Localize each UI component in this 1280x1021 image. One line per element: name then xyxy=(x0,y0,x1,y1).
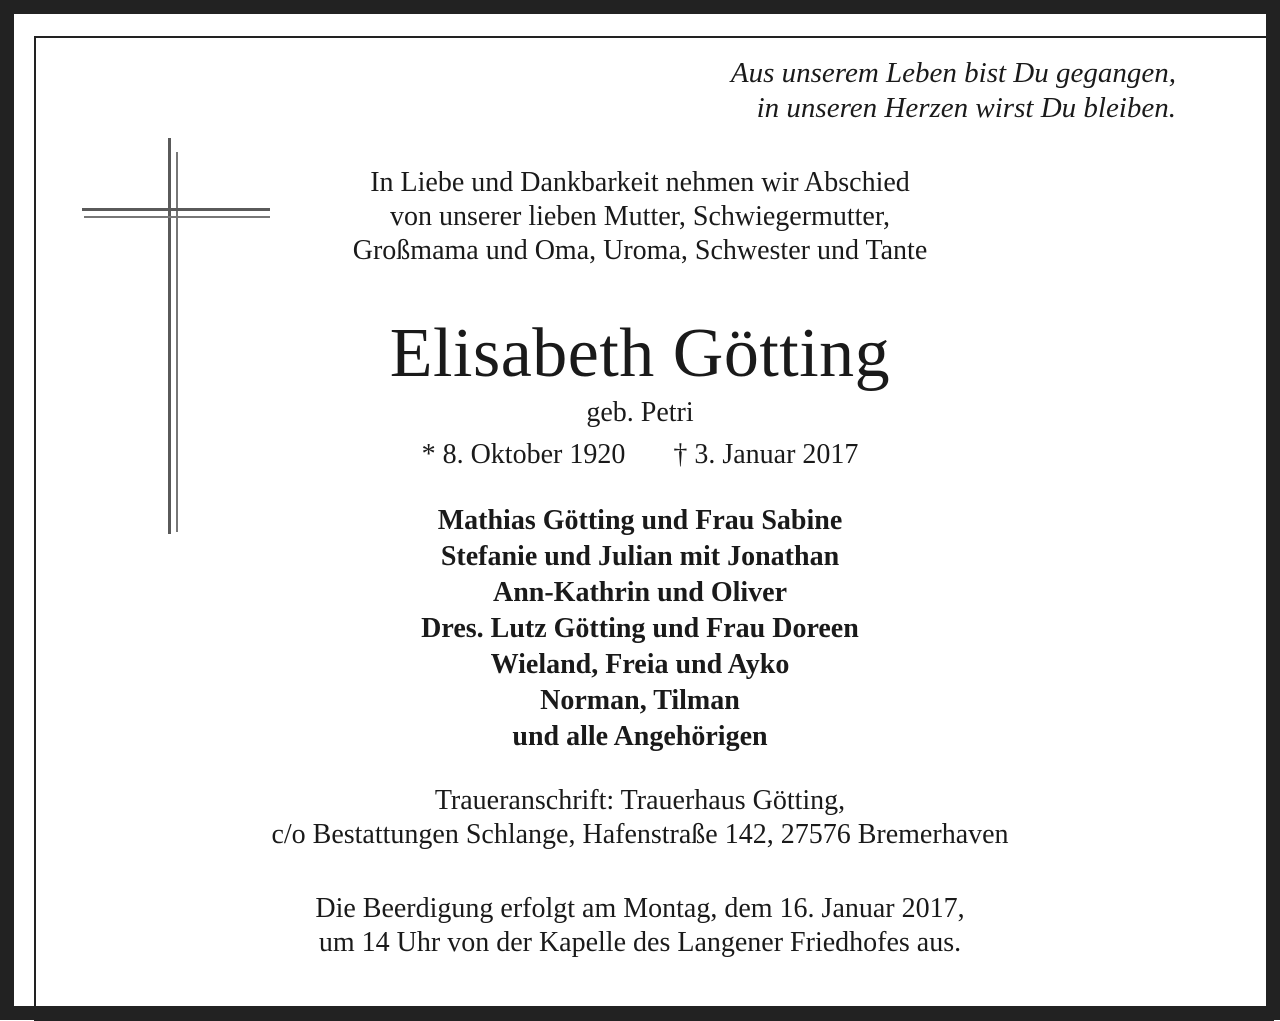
mourner-line: Wieland, Freia und Ayko xyxy=(490,649,790,680)
address-line: c/o Bestattungen Schlange, Hafenstraße 142, 27576 Bremerhaven xyxy=(271,819,1009,850)
motto-verse xyxy=(731,56,1176,126)
mourner-line: und alle Angehörigen xyxy=(512,721,768,752)
mourner-line: Ann-Kathrin und Oliver xyxy=(492,577,788,608)
motto-line: in unseren Herzen wirst Du bleiben. xyxy=(756,92,1176,124)
funeral-line: Die Beerdigung erfolgt am Montag, dem 16. Januar 2017, xyxy=(315,893,965,924)
funeral-notice xyxy=(0,892,1280,960)
intro-line: In Liebe und Dankbarkeit nehmen wir Abschied xyxy=(370,167,910,198)
maiden-name: geb. Petri xyxy=(586,397,694,428)
intro-line: von unserer lieben Mutter, Schwiegermutter, xyxy=(389,201,891,232)
life-dates xyxy=(0,438,1280,472)
motto-line: Aus unserem Leben bist Du gegangen, xyxy=(730,57,1176,89)
intro-text xyxy=(0,166,1280,268)
mourner-line: Mathias Götting und Frau Sabine xyxy=(437,505,843,536)
address-line: Traueranschrift: Trauerhaus Götting, xyxy=(434,785,846,816)
funeral-line: um 14 Uhr von der Kapelle des Langener Friedhofes aus. xyxy=(318,927,962,958)
mourner-line: Stefanie und Julian mit Jonathan xyxy=(440,541,840,572)
mourner-line: Dres. Lutz Götting und Frau Doreen xyxy=(421,613,859,644)
death-date: † 3. Januar 2017 xyxy=(673,439,859,470)
birth-date: * 8. Oktober 1920 xyxy=(421,439,626,470)
intro-line: Großmama und Oma, Uroma, Schwester und Tante xyxy=(352,235,928,266)
mourners-list xyxy=(0,503,1280,755)
deceased-name: Elisabeth Götting xyxy=(389,315,891,392)
mourner-line: Norman, Tilman xyxy=(540,685,740,716)
mourning-address xyxy=(0,784,1280,852)
